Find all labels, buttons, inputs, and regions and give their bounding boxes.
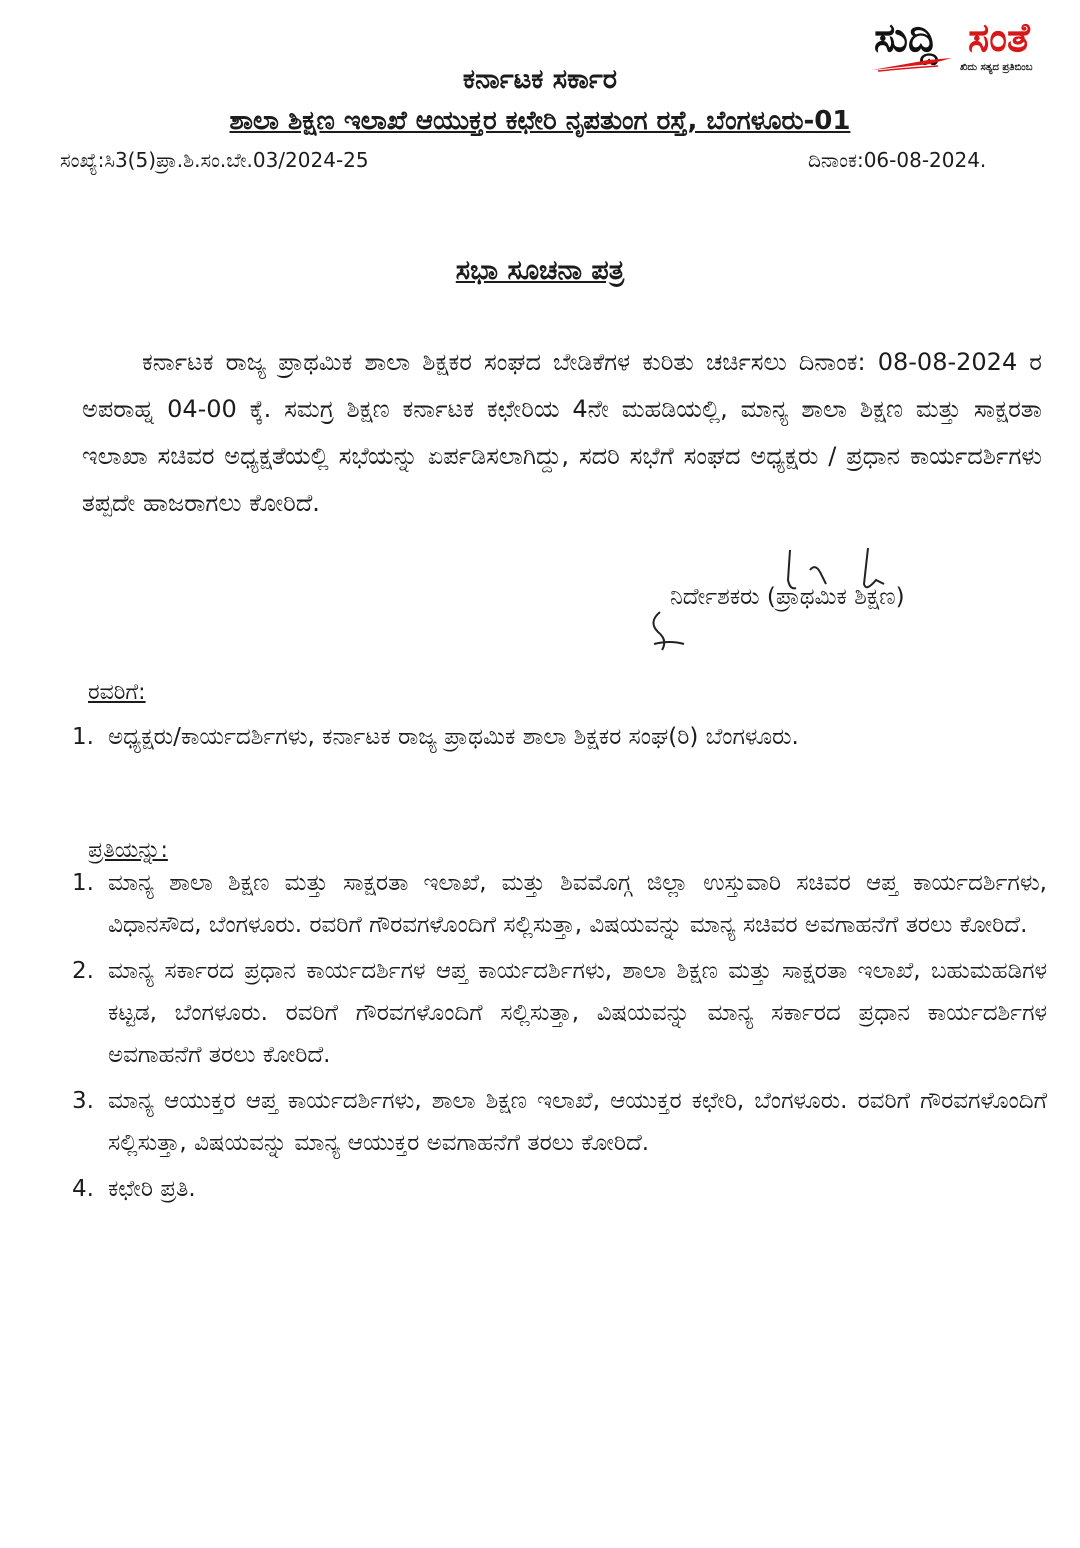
reference-number: ಸಂಖ್ಯೆ:ಸಿ3(5)ಪ್ರಾ.ಶಿ.ಸಂ.ಬೇ.03/2024-25 <box>60 148 369 172</box>
list-item <box>72 716 1047 758</box>
list-item-number: 3. <box>72 1088 94 1114</box>
signature-block <box>640 540 1060 660</box>
signatory-designation: ನಿರ್ದೇಶಕರು (ಪ್ರಾಥಮಿಕ ಶಿಕ್ಷಣ) <box>670 584 905 610</box>
list-item-number: 1. <box>72 724 94 750</box>
list-item-text: ಅಧ್ಯಕ್ಷರು/ಕಾರ್ಯದರ್ಶಿಗಳು, ಕರ್ನಾಟಕ ರಾಜ್ಯ ಪ್ರಾಥಮಿಕ ಶಾಲಾ ಶಿಕ್ಷಕರ ಸಂಘ(ರಿ) ಬೆಂಗಳೂರು. <box>108 724 799 750</box>
government-heading: ಕರ್ನಾಟಕ ಸರ್ಕಾರ <box>462 64 618 95</box>
copies-list <box>72 862 1047 1214</box>
list-item <box>72 1168 1047 1210</box>
list-item-number: 2. <box>72 958 94 984</box>
office-heading: ಶಾಲಾ ಶಿಕ್ಷಣ ಇಲಾಖೆ ಆಯುಕ್ತರ ಕಛೇರಿ ನೃಪತುಂಗ ರಸ್ತೆ, ಬೆಂಗಳೂರು-01 <box>229 106 851 136</box>
logo-tagline: ಖಿದು ಸತ್ಯದ ಪ್ರತಿಬಿಂಬ <box>960 62 1033 73</box>
recipients-list <box>72 716 1047 762</box>
list-item-text: ಮಾನ್ಯ ಶಾಲಾ ಶಿಕ್ಷಣ ಮತ್ತು ಸಾಕ್ಷರತಾ ಇಲಾಖೆ, ಮತ್ತು ಶಿವಮೊಗ್ಗ ಜಿಲ್ಲಾ ಉಸ್ತುವಾರಿ ಸಚಿವರ ಆಪ್ತ ಕಾರ್ಯದರ್ಶಿಗಳು, ವಿಧಾನಸೌದ, ಬೆಂಗಳೂರು. ರವರಿಗೆ ಗೌರವಗಳೊಂದಿಗೆ ಸಲ್ಲಿಸುತ್ತಾ, ವಿಷಯವನ್ನು ಮಾನ್ಯ ಸಚಿವರ ಅವಗಾಹನೆಗೆ ತರಲು ಕೋರಿದೆ. <box>108 870 1047 938</box>
list-item <box>72 950 1047 1076</box>
list-item-number: 1. <box>72 870 94 896</box>
recipients-label: ರವರಿಗೆ: <box>88 680 146 705</box>
logo-word-accent: ಸಂತೆ <box>968 15 1030 61</box>
letter-date: ದಿನಾಂಕ:06-08-2024. <box>808 148 987 172</box>
list-item-number: 4. <box>72 1176 94 1202</box>
document-title: ಸಭಾ ಸೂಚನಾ ಪತ್ರ <box>455 255 625 286</box>
list-item-text: ಮಾನ್ಯ ಆಯುಕ್ತರ ಆಪ್ತ ಕಾರ್ಯದರ್ಶಿಗಳು, ಶಾಲಾ ಶಿಕ್ಷಣ ಇಲಾಖೆ, ಆಯುಕ್ತರ ಕಛೇರಿ, ಬೆಂಗಳೂರು. ರವರಿಗೆ ಗೌರವಗಳೊಂದಿಗೆ ಸಲ್ಲಿಸುತ್ತಾ, ವಿಷಯವನ್ನು ಮಾನ್ಯ ಆಯುಕ್ತರ ಅವಗಾಹನೆಗೆ ತರಲು ಕೋರಿದೆ. <box>108 1088 1047 1156</box>
copies-label: ಪ್ರತಿಯನ್ನು: <box>88 838 168 863</box>
list-item-text: ಕಛೇರಿ ಪ್ರತಿ. <box>108 1176 196 1202</box>
logo-word-primary: ಸುದ್ದಿ <box>874 15 938 61</box>
list-item <box>72 1080 1047 1164</box>
list-item-text: ಮಾನ್ಯ ಸರ್ಕಾರದ ಪ್ರಧಾನ ಕಾರ್ಯದರ್ಶಿಗಳ ಆಪ್ತ ಕಾರ್ಯದರ್ಶಿಗಳು, ಶಾಲಾ ಶಿಕ್ಷಣ ಮತ್ತು ಸಾಕ್ಷರತಾ ಇಲಾಖೆ, ಬಹುಮಹಡಿಗಳ ಕಟ್ಟಡ, ಬೆಂಗಳೂರು. ರವರಿಗೆ ಗೌರವಗಳೊಂದಿಗೆ ಸಲ್ಲಿಸುತ್ತಾ, ವಿಷಯವನ್ನು ಮಾನ್ಯ ಸರ್ಕಾರದ ಪ್ರಧಾನ ಕಾರ್ಯದರ್ಶಿಗಳ ಅವಗಾಹನೆಗೆ ತರಲು ಕೋರಿದೆ. <box>108 958 1047 1068</box>
list-item <box>72 862 1047 946</box>
body-paragraph: ಕರ್ನಾಟಕ ರಾಜ್ಯ ಪ್ರಾಥಮಿಕ ಶಾಲಾ ಶಿಕ್ಷಕರ ಸಂಘದ ಬೇಡಿಕೆಗಳ ಕುರಿತು ಚರ್ಚಿಸಲು ದಿನಾಂಕ: 08-08-2024 ರ ಅಪರಾಹ್ನ 04-00 ಕ್ಕೆ. ಸಮಗ್ರ ಶಿಕ್ಷಣ ಕರ್ನಾಟಕ ಕಛೇರಿಯ 4ನೇ ಮಹಡಿಯಲ್ಲಿ, ಮಾನ್ಯ ಶಾಲಾ ಶಿಕ್ಷಣ ಮತ್ತು ಸಾಕ್ಷರತಾ ಇಲಾಖಾ ಸಚಿವರ ಅಧ್ಯಕ್ಷತೆಯಲ್ಲಿ ಸಭೆಯನ್ನು ಏರ್ಪಡಿಸಲಾಗಿದ್ದು, ಸದರಿ ಸಭೆಗೆ ಸಂಘದ ಅಧ್ಯಕ್ಷರು / ಪ್ರಧಾನ ಕಾರ್ಯದರ್ಶಿಗಳು ತಪ್ಪದೇ ಹಾಜರಾಗಲು ಕೋರಿದೆ. <box>82 348 1042 517</box>
